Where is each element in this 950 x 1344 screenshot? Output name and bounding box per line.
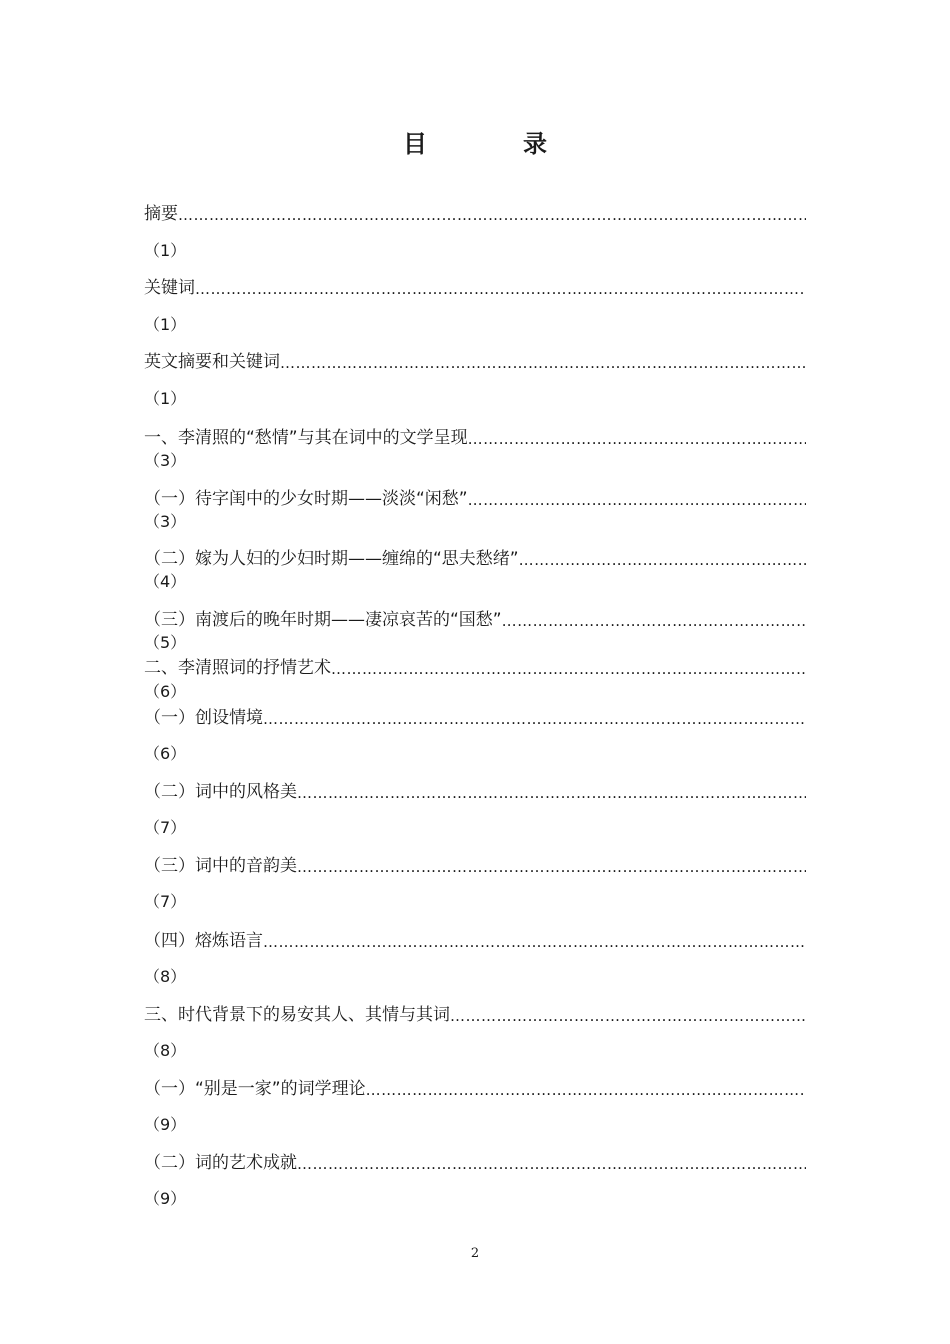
toc-entry[interactable] (144, 200, 806, 224)
toc-entry-label: （三）词中的音韵美 (144, 856, 297, 876)
toc-entry-page: （1） (144, 241, 187, 260)
leader-dots (280, 354, 806, 372)
toc-entry-label: （一）待字闺中的少女时期——淡淡“闲愁” (144, 489, 468, 509)
toc-entry-page: （1） (144, 389, 187, 408)
toc-entry[interactable] (144, 778, 806, 802)
toc-entry-page: （5） (144, 633, 187, 652)
toc-entry-label: （二）嫁为人妇的少妇时期——缠绵的“思夫愁绪” (144, 549, 519, 569)
leader-dots (263, 933, 806, 951)
toc-entry[interactable] (144, 485, 806, 509)
page-number: 2 (470, 1246, 480, 1261)
toc-entry[interactable] (144, 545, 806, 569)
leader-dots (468, 491, 806, 509)
toc-entry-label: （二）词的艺术成就 (144, 1153, 297, 1173)
leader-dots (519, 551, 806, 569)
leader-dots (502, 612, 806, 630)
toc-entry-label: 英文摘要和关键词 (144, 352, 280, 372)
toc-entry-page: （7） (144, 892, 187, 911)
table-of-contents (144, 0, 806, 1260)
toc-entry[interactable] (144, 1075, 806, 1099)
toc-entry-label: 关键词 (144, 278, 195, 298)
toc-entry-page: （1） (144, 315, 187, 334)
leader-dots (450, 1007, 806, 1025)
toc-entry-label: （一）“别是一家”的词学理论 (144, 1079, 366, 1099)
leader-dots (366, 1081, 806, 1099)
toc-entry[interactable] (144, 654, 806, 678)
toc-entry-label: 三、时代背景下的易安其人、其情与其词 (144, 1005, 450, 1025)
toc-entry-label: 一、李清照的“愁情”与其在词中的文学呈现 (144, 428, 468, 448)
leader-dots (297, 858, 806, 876)
toc-entry-page: （6） (144, 682, 187, 701)
toc-entry[interactable] (144, 424, 806, 448)
toc-entry-page: （7） (144, 818, 187, 837)
toc-entry-label: 二、李清照词的抒情艺术 (144, 658, 331, 678)
leader-dots (195, 280, 806, 298)
toc-entry[interactable] (144, 348, 806, 372)
toc-entry-label: （一）创设情境 (144, 708, 263, 728)
leader-dots (297, 1155, 806, 1173)
toc-title: 目 录 (403, 130, 583, 158)
leader-dots (297, 784, 806, 802)
toc-entry-label: （三）南渡后的晚年时期——凄凉哀苦的“国愁” (144, 610, 502, 630)
toc-entry-page: （4） (144, 572, 187, 591)
toc-entry-label: 摘要 (144, 204, 178, 224)
toc-entry-label: （二）词中的风格美 (144, 782, 297, 802)
toc-entry[interactable] (144, 606, 806, 630)
toc-entry[interactable] (144, 704, 806, 728)
toc-entry-page: （9） (144, 1115, 187, 1134)
leader-dots (468, 430, 806, 448)
toc-entry-page: （6） (144, 744, 187, 763)
leader-dots (263, 710, 806, 728)
toc-entry[interactable] (144, 1001, 806, 1025)
toc-entry-label: （四）熔炼语言 (144, 931, 263, 951)
toc-entry-page: （9） (144, 1189, 187, 1208)
toc-entry-page: （3） (144, 512, 187, 531)
leader-dots (178, 206, 806, 224)
toc-entry-page: （8） (144, 1041, 187, 1060)
toc-entry-page: （3） (144, 451, 187, 470)
leader-dots (331, 660, 806, 678)
toc-entry[interactable] (144, 852, 806, 876)
toc-entry-page: （8） (144, 967, 187, 986)
toc-entry[interactable] (144, 927, 806, 951)
toc-entry[interactable] (144, 274, 806, 298)
toc-entry[interactable] (144, 1149, 806, 1173)
